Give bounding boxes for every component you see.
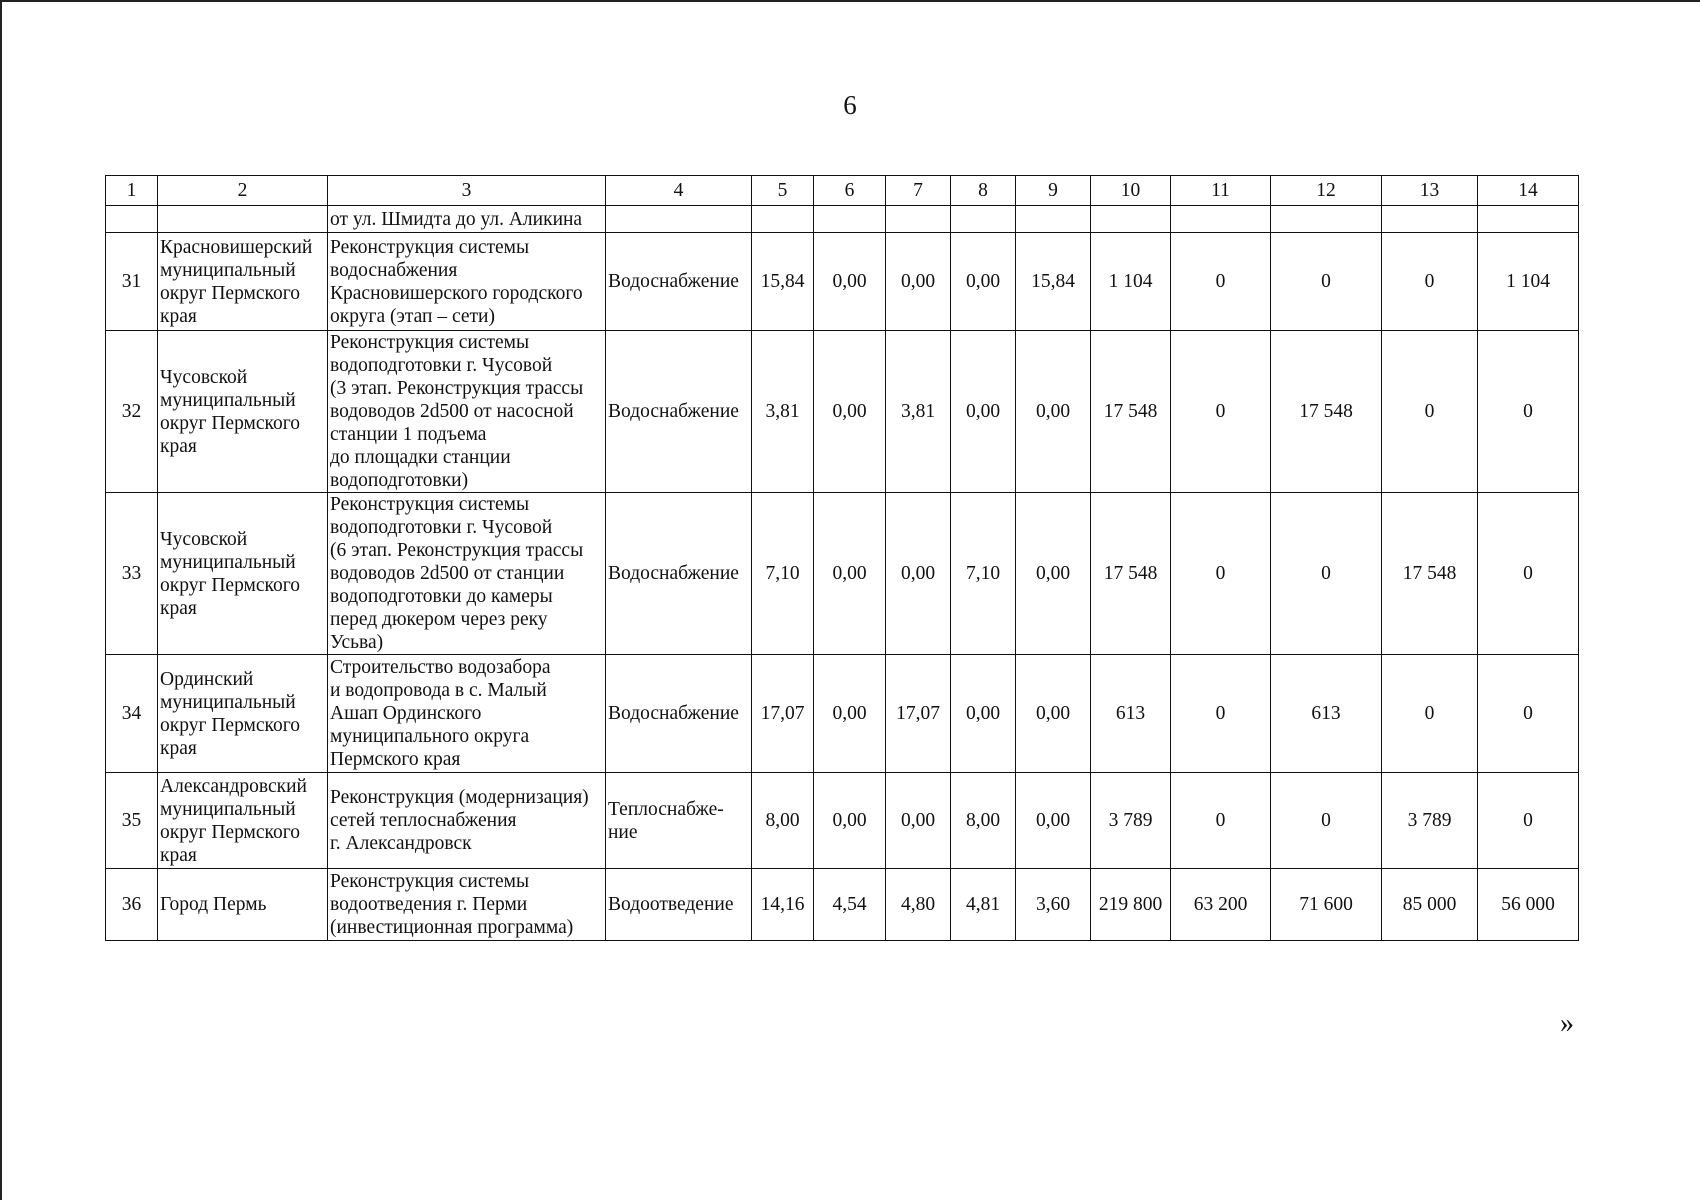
value-cell-6: 0,00 [814,331,886,493]
header-cell-13: 13 [1382,176,1478,206]
district-cell-line: муниципальный [160,259,296,281]
district-cell-line: округ Пермского [160,282,301,304]
value-cell-13: 17 548 [1382,493,1478,655]
header-cell-1: 1 [106,176,158,206]
project-cell-line: Пермского края [330,749,461,770]
value-cell-6: 0,00 [814,493,886,655]
header-cell-14: 14 [1478,176,1579,206]
header-cell-7: 7 [886,176,951,206]
value-cell-5: 7,10 [752,493,814,655]
district-cell-line: муниципальный [160,691,296,713]
district-cell-line: края [160,305,197,327]
district-cell-line: края [160,597,197,619]
value-cell-10: 17 548 [1091,331,1171,493]
value-cell-11: 0 [1171,773,1271,869]
service-type-cell [606,493,752,655]
project-cell-line: и водопровода в с. Малый [330,680,547,701]
value-cell-7: 17,07 [886,655,951,773]
district-cell [158,869,328,941]
header-cell-8: 8 [951,176,1016,206]
service-type-cell-line: Водоотведение [608,894,734,915]
district-cell [158,773,328,869]
value-cell-13: 0 [1382,655,1478,773]
project-cell-line: водоподготовки до камеры [330,586,553,607]
data-table [105,175,1579,941]
value-cell-7: 4,80 [886,869,951,941]
value-cell-9: 0,00 [1016,773,1091,869]
header-cell-4: 4 [606,176,752,206]
value-cell-14: 56 000 [1478,869,1579,941]
table-cell [1271,206,1382,233]
value-cell-6: 0,00 [814,233,886,331]
value-cell-12: 613 [1271,655,1382,773]
header-cell-5: 5 [752,176,814,206]
value-cell-8: 0,00 [951,233,1016,331]
value-cell-11: 0 [1171,233,1271,331]
value-cell-9: 0,00 [1016,493,1091,655]
project-cell-line: Строительство водозабора [330,657,551,678]
row-number-cell: 32 [106,331,158,493]
project-cell-line: округа (этап – сети) [330,305,495,327]
service-type-cell [606,773,752,869]
project-cell-line: г. Александровск [330,833,472,854]
project-cell-line: Реконструкция системы [330,332,530,353]
project-cell [328,655,606,773]
scan-edge-top [0,0,1700,2]
project-cell-line: Реконструкция (модернизация) [330,787,589,808]
project-cell [328,773,606,869]
table-cell [606,206,752,233]
value-cell-13: 85 000 [1382,869,1478,941]
value-cell-6: 4,54 [814,869,886,941]
header-cell-6: 6 [814,176,886,206]
value-cell-12: 0 [1271,493,1382,655]
district-cell-line: округ Пермского [160,714,301,736]
project-cell-line: водоподготовки г. Чусовой [330,355,553,376]
value-cell-12: 0 [1271,233,1382,331]
district-cell-line: Красновишерский [160,236,313,258]
project-cell-line: водоводов 2d500 от насосной [330,401,574,422]
project-cell-line: сетей теплоснабжения [330,810,517,831]
project-cell-line: водоснабжения [330,259,458,281]
project-cell-line: перед дюкером через реку [330,609,548,630]
value-cell-5: 15,84 [752,233,814,331]
service-type-cell-line: ние [608,821,638,843]
value-cell-7: 0,00 [886,233,951,331]
table-cell [1171,206,1271,233]
table-cell [106,206,158,233]
header-cell-3: 3 [328,176,606,206]
project-cell-line: Красновишерского городского [330,282,583,304]
project-cell-line: водоподготовки г. Чусовой [330,517,553,538]
value-cell-12: 17 548 [1271,331,1382,493]
district-cell-line: Ординский [160,668,254,690]
closing-quote-mark: » [1560,1008,1574,1039]
value-cell-9: 0,00 [1016,655,1091,773]
table-row [106,773,1579,869]
project-cell-line: станции 1 подъема [330,424,487,445]
value-cell-12: 0 [1271,773,1382,869]
district-cell-line: Александровский [160,775,307,797]
table-cell [752,206,814,233]
table-row [106,233,1579,331]
district-cell-line: Чусовской [160,528,248,550]
table-row [106,655,1579,773]
value-cell-9: 15,84 [1016,233,1091,331]
value-cell-10: 3 789 [1091,773,1171,869]
value-cell-10: 613 [1091,655,1171,773]
value-cell-8: 4,81 [951,869,1016,941]
district-cell-line: округ Пермского [160,574,301,596]
value-cell-5: 14,16 [752,869,814,941]
value-cell-14: 1 104 [1478,233,1579,331]
header-cell-2: 2 [158,176,328,206]
district-cell-line: округ Пермского [160,412,301,434]
service-type-cell-line: Водоснабжение [608,563,739,584]
service-type-cell-line: Водоснабжение [608,271,739,292]
table-continuation-row [106,206,1579,233]
project-cell-line: Реконструкция системы [330,871,530,892]
value-cell-8: 7,10 [951,493,1016,655]
value-cell-9: 3,60 [1016,869,1091,941]
project-cell-line: водоводов 2d500 от станции [330,563,565,584]
table-cell [1478,206,1579,233]
value-cell-11: 0 [1171,331,1271,493]
service-type-cell [606,331,752,493]
value-cell-8: 0,00 [951,655,1016,773]
project-cell-line: (3 этап. Реконструкция трассы [330,378,584,399]
project-cell-line: Реконструкция системы [330,494,530,515]
table-cell [814,206,886,233]
district-cell [158,493,328,655]
header-cell-12: 12 [1271,176,1382,206]
project-cell-line: Ашап Ординского [330,703,482,724]
row-number-cell: 33 [106,493,158,655]
project-cell-line: (6 этап. Реконструкция трассы [330,540,584,561]
table-cell [1091,206,1171,233]
value-cell-10: 1 104 [1091,233,1171,331]
value-cell-13: 3 789 [1382,773,1478,869]
header-cell-10: 10 [1091,176,1171,206]
project-continuation-cell: от ул. Шмидта до ул. Аликина [328,206,606,233]
project-cell [328,493,606,655]
scan-edge-left [0,0,2,1200]
value-cell-12: 71 600 [1271,869,1382,941]
district-cell [158,233,328,331]
project-cell-line: муниципального округа [330,726,530,747]
district-cell-line: муниципальный [160,389,296,411]
value-cell-6: 0,00 [814,773,886,869]
service-type-cell-line: Теплоснабже- [608,798,724,820]
header-cell-11: 11 [1171,176,1271,206]
value-cell-5: 3,81 [752,331,814,493]
row-number-cell: 35 [106,773,158,869]
value-cell-11: 0 [1171,493,1271,655]
service-type-cell [606,655,752,773]
table-header-row [106,176,1579,206]
project-cell [328,233,606,331]
project-cell-line: водоотведения г. Перми [330,894,528,915]
row-number-cell: 36 [106,869,158,941]
service-type-cell-line: Водоснабжение [608,703,739,724]
value-cell-13: 0 [1382,233,1478,331]
district-cell-line: муниципальный [160,798,296,820]
project-cell-line: (инвестиционная программа) [330,917,574,938]
table-cell [1382,206,1478,233]
page-number: 6 [843,90,857,120]
district-cell-line: Город Пермь [160,894,267,915]
table-row [106,331,1579,493]
district-cell-line: муниципальный [160,551,296,573]
value-cell-8: 8,00 [951,773,1016,869]
project-cell-line: Усьва) [330,632,384,653]
project-cell [328,331,606,493]
district-cell-line: Чусовской [160,366,248,388]
value-cell-6: 0,00 [814,655,886,773]
service-type-cell-line: Водоснабжение [608,401,739,422]
value-cell-8: 0,00 [951,331,1016,493]
table-cell [886,206,951,233]
value-cell-10: 17 548 [1091,493,1171,655]
value-cell-9: 0,00 [1016,331,1091,493]
table-row [106,493,1579,655]
value-cell-7: 0,00 [886,773,951,869]
value-cell-14: 0 [1478,331,1579,493]
project-cell-line: водоподготовки) [330,470,469,491]
value-cell-7: 3,81 [886,331,951,493]
value-cell-7: 0,00 [886,493,951,655]
row-number-cell: 31 [106,233,158,331]
value-cell-14: 0 [1478,773,1579,869]
service-type-cell [606,869,752,941]
district-cell-line: края [160,844,197,866]
table-cell [158,206,328,233]
district-cell [158,331,328,493]
project-cell [328,869,606,941]
value-cell-13: 0 [1382,331,1478,493]
district-cell-line: края [160,435,197,457]
project-cell-line: до площадки станции [330,447,511,468]
district-cell [158,655,328,773]
header-cell-9: 9 [1016,176,1091,206]
table-cell [951,206,1016,233]
value-cell-14: 0 [1478,655,1579,773]
value-cell-11: 0 [1171,655,1271,773]
table-row [106,869,1579,941]
value-cell-11: 63 200 [1171,869,1271,941]
value-cell-5: 8,00 [752,773,814,869]
row-number-cell: 34 [106,655,158,773]
table-cell [1016,206,1091,233]
service-type-cell [606,233,752,331]
district-cell-line: края [160,737,197,759]
district-cell-line: округ Пермского [160,821,301,843]
value-cell-10: 219 800 [1091,869,1171,941]
value-cell-14: 0 [1478,493,1579,655]
value-cell-5: 17,07 [752,655,814,773]
project-cell-line: Реконструкция системы [330,236,530,258]
